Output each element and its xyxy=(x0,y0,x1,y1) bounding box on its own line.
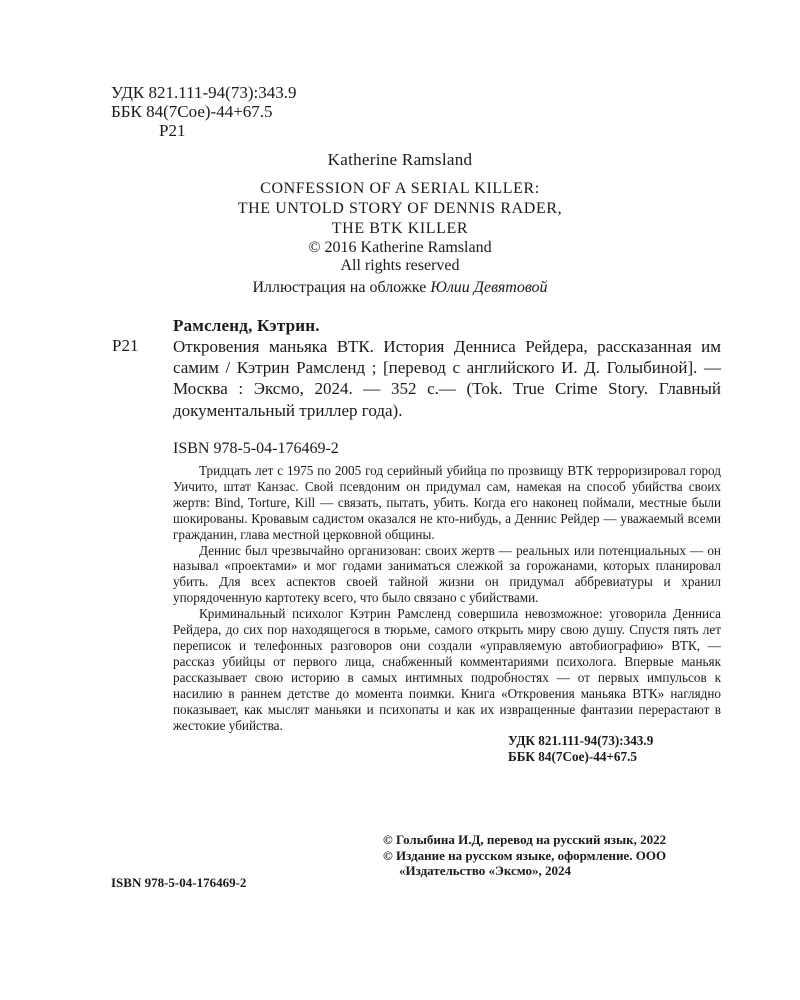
annotation-codes xyxy=(173,733,721,765)
original-title xyxy=(0,179,800,239)
bibliographic-code: Р21 xyxy=(112,336,139,355)
rights-line: All rights reserved xyxy=(340,257,460,274)
annotation-bbk: ББК 84(7Сое)-44+67.5 xyxy=(508,749,638,765)
annotation-udk: УДК 821.111-94(73):343.9 xyxy=(508,733,654,749)
isbn: ISBN 978-5-04-176469-2 xyxy=(173,440,339,457)
bibliographic-description: Откровения маньяка ВТК. История Денниса Рейдера, рассказанная им самим / Кэтрин Рамсленд ; [перевод с английского И. Д. Голыбиной]. — Москва : Эксмо, 2024. — 352 с.— (Tok. True Crime Story. Главный документальный триллер года). xyxy=(173,337,721,420)
illustration-artist: Юлии Девятовой xyxy=(430,279,548,296)
original-title-line: THE BTK KILLER xyxy=(331,220,469,237)
illustration-prefix: Иллюстрация на обложке xyxy=(252,279,431,296)
original-author: Katherine Ramsland xyxy=(327,150,473,169)
copyright-line: © 2016 Katherine Ramsland xyxy=(308,239,492,256)
bibliographic-author: Рамсленд, Кэтрин. xyxy=(173,316,320,335)
annotation-paragraph: Тридцать лет с 1975 по 2005 год серийный убийца по прозвищу ВТК терроризировал город Уичито, штат Канзас. Свой псевдоним он придумал сам, намекая на способ убийства своих жертв: Bind, Torture, Kill — связать, пытать, убить. Когда его наконец поймали, местные были шокированы. Кровавым садистом оказался не кто-нибудь, а Деннис Рейдер — уважаемый всеми гражданин, глава местной церковной общины. xyxy=(173,463,721,542)
edition-copyright: © Издание на русском языке, оформление. ООО «Издательство «Эксмо», 2024 xyxy=(383,847,667,878)
translation-copyright: © Голыбина И.Д, перевод на русский язык, 2022 xyxy=(383,832,667,847)
original-copyright xyxy=(0,239,800,275)
author-sign: Р21 xyxy=(159,121,186,140)
annotation xyxy=(173,463,721,765)
udk-code: УДК 821.111-94(73):343.9 xyxy=(111,83,297,102)
original-title-line: CONFESSION OF A SERIAL KILLER: xyxy=(260,180,540,197)
bbk-code: ББК 84(7Сое)-44+67.5 xyxy=(111,102,273,121)
original-title-line: THE UNTOLD STORY OF DENNIS RADER, xyxy=(237,200,563,217)
annotation-paragraph: Деннис был чрезвычайно организован: своих жертв — реальных или потенциальных — он называл «проектами» и мог годами заниматься слежкой за горожанами, которых планировал убить. Для всех аспектов своей тайной жизни он придумал аббревиатуры и хранил упорядоченную картотеку всего, что было связано с убийствами. xyxy=(173,542,721,606)
footer-isbn: ISBN 978-5-04-176469-2 xyxy=(111,875,247,890)
annotation-paragraph: Криминальный психолог Кэтрин Рамсленд совершила невозможное: уговорила Денниса Рейдера, до сих пор находящегося в тюрьме, самого открыть миру свою душу. Спустя пять лет переписок и телефонных разговоров они создали «управляемую автобиографию» ВТК, — рассказ убийцы от первого лица, снабженный комментариями психолога. Впервые маньяк рассказывает свою историю в самых интимных подробностях — от первых импульсов к насилию в раннем детстве до момента поимки. Книга «Откровения маньяка ВТК» наглядно показывает, как мыслят маньяки и психопаты и как их извращенные фантазии перерастают в жестокие убийства. xyxy=(173,606,721,733)
illustration-credit xyxy=(0,279,800,297)
classification-codes xyxy=(111,83,296,140)
copyright-notices xyxy=(383,832,743,879)
